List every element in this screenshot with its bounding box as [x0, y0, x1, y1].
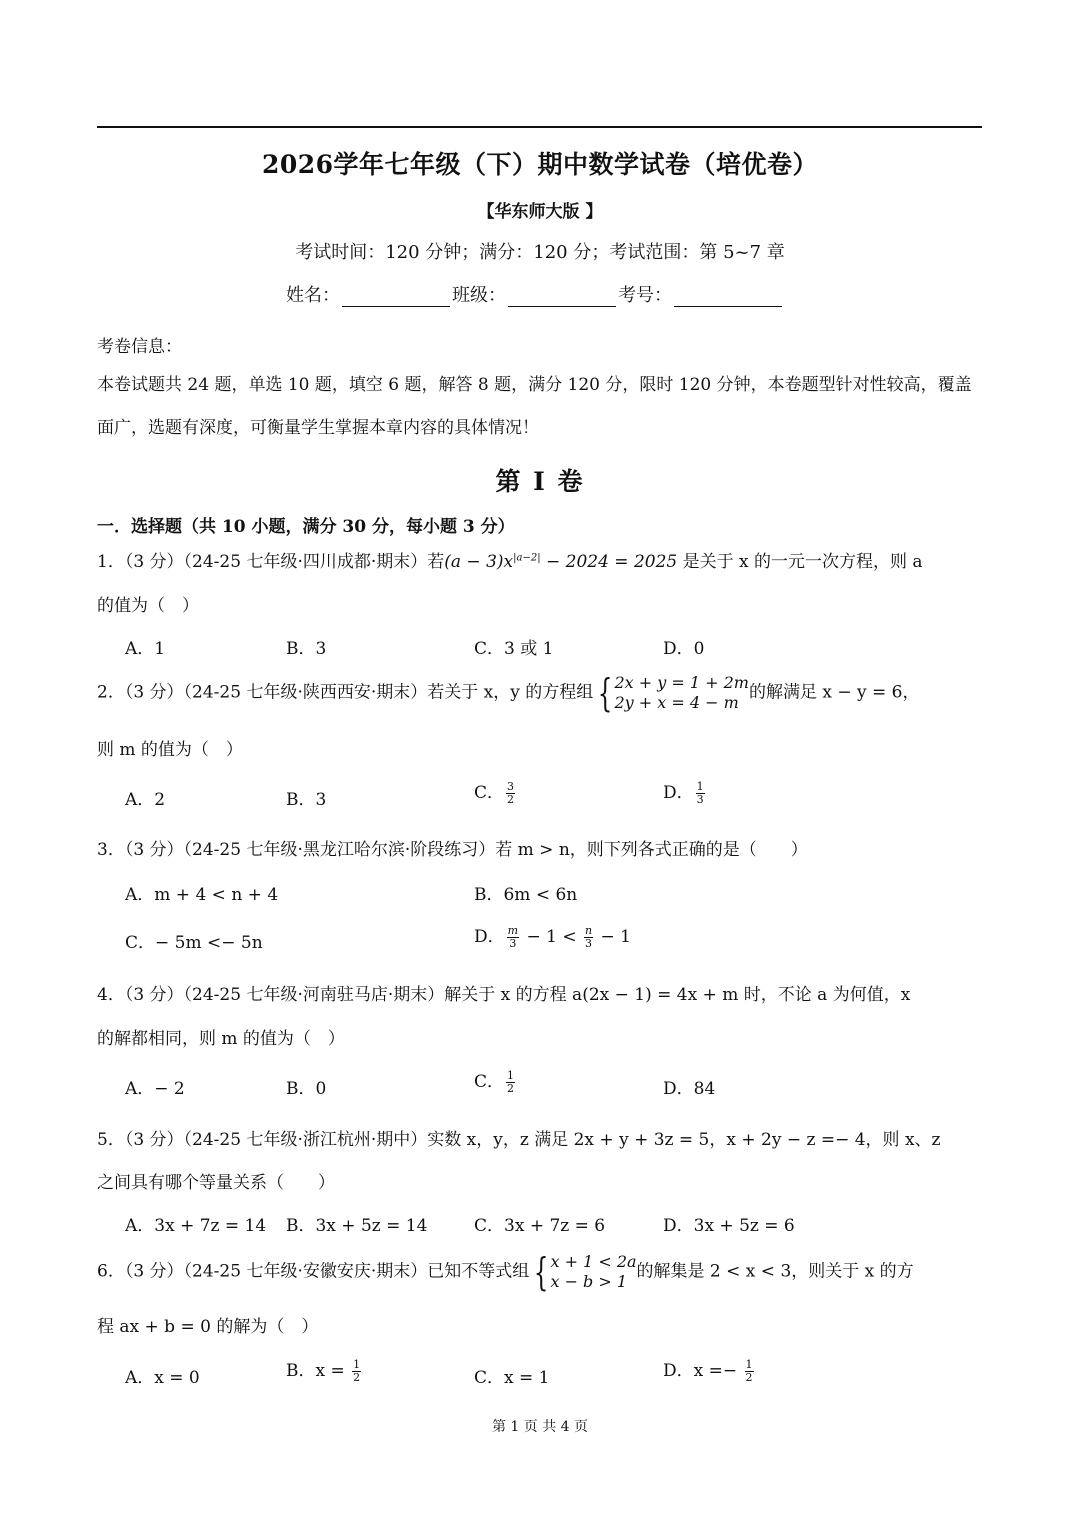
question-1-line-1: 1．（3 分）（24-25 七年级·四川成都·期末）若$(a - 3)x^{|a-2|} - 2024 = 2025$ 是关于 x 的一元一次方程，则 a [97, 552, 923, 572]
info-line-1: 本卷试题共 24 题，单选 10 题，填空 6 题，解答 8 题，满分 120 分，限时 120 分钟，本卷题型针对性较高，覆盖 [97, 375, 972, 395]
question-3-line-1: 3．（3 分）（24-25 七年级·黑龙江哈尔滨·阶段练习）若 m > n，则下列各式正确的是（ ） [97, 840, 808, 860]
q2-option-c[interactable]: C． $\frac{3}{2}$ [474, 780, 515, 806]
q1-option-c[interactable]: C．3 或 1 [474, 639, 554, 659]
number-label: 考号： [618, 285, 672, 306]
q3-option-b[interactable]: B．6m < 6n [474, 885, 578, 905]
q4-option-c[interactable]: C． $\frac{1}{2}$ [474, 1069, 515, 1095]
q6-option-b[interactable]: B．x = $\frac{1}{2}$ [286, 1358, 361, 1384]
question-2-line-1: 2．（3 分）（24-25 七年级·陕西西安·期末）若关于 x，y 的方程组 { 2x + y = 1 + 2m 2y + x = 4 − m 的解满足 x − y = 6， [97, 671, 920, 715]
header-rule [97, 126, 982, 128]
question-5-line-2: 之间具有哪个等量关系（ ） [97, 1173, 335, 1193]
exam-title: 2026学年七年级（下）期中数学试卷（培优卷） [261, 150, 819, 179]
question-4-line-2: 的解都相同，则 m 的值为（ ） [97, 1029, 345, 1049]
q1-option-d[interactable]: D．0 [663, 639, 705, 659]
name-label: 姓名： [286, 285, 340, 306]
q6-option-c[interactable]: C．x = 1 [474, 1368, 550, 1388]
question-6-line-2: 程 ax + b = 0 的解为（ ） [97, 1317, 319, 1337]
page-footer: 第 1 页 共 4 页 [491, 1419, 589, 1435]
q6-option-d[interactable]: D．x =− $\frac{1}{2}$ [663, 1358, 753, 1384]
q4-option-a[interactable]: A．− 2 [125, 1079, 185, 1099]
edition-label: 【华东师大版 】 [477, 202, 603, 222]
part-title: 一．选择题（共 10 小题，满分 30 分，每小题 3 分） [97, 517, 515, 537]
q5-option-c[interactable]: C．3x + 7z = 6 [474, 1216, 606, 1236]
q3-option-d[interactable]: D． $\frac{m}{3}$ − 1 < $\frac{n}{3}$ − 1 [474, 924, 631, 950]
q4-option-b[interactable]: B．0 [286, 1079, 327, 1099]
info-line-2: 面广，选题有深度，可衡量学生掌握本章内容的具体情况！ [97, 418, 539, 438]
student-fields [286, 281, 784, 307]
q2-option-b[interactable]: B．3 [286, 790, 327, 810]
question-4-line-1: 4．（3 分）（24-25 七年级·河南驻马店·期末）解关于 x 的方程 a(2x − 1) = 4x + m 时，不论 a 为何值，x [97, 985, 911, 1005]
equation-system: { 2x + y = 1 + 2m 2y + x = 4 − m [598, 671, 749, 715]
question-5-line-1: 5．（3 分）（24-25 七年级·浙江杭州·期中）实数 x，y，z 满足 2x + y + 3z = 5，x + 2y − z =− 4，则 x、z [97, 1130, 941, 1150]
class-blank[interactable] [508, 286, 616, 307]
q3-option-a[interactable]: A．m + 4 < n + 4 [125, 885, 279, 905]
q1-option-a[interactable]: A．1 [125, 639, 166, 659]
q1-option-b[interactable]: B．3 [286, 639, 327, 659]
q2-option-d[interactable]: D． $\frac{1}{3}$ [663, 780, 704, 806]
q6-option-a[interactable]: A．x = 0 [125, 1368, 200, 1388]
question-2-line-2: 则 m 的值为（ ） [97, 740, 243, 760]
q2-option-a[interactable]: A．2 [125, 790, 166, 810]
q4-option-d[interactable]: D．84 [663, 1079, 716, 1099]
question-1-line-2: 的值为（ ） [97, 596, 199, 616]
q5-option-d[interactable]: D．3x + 5z = 6 [663, 1216, 795, 1236]
number-blank[interactable] [674, 286, 782, 307]
inequality-system: { x + 1 < 2a x − b > 1 [534, 1250, 637, 1294]
q5-option-a[interactable]: A．3x + 7z = 14 [125, 1216, 267, 1236]
question-6-line-1: 6．（3 分）（24-25 七年级·安徽安庆·期末）已知不等式组 { x + 1 < 2a x − b > 1 的解集是 2 < x < 3，则关于 x 的方 [97, 1250, 914, 1294]
volume-title: 第 I 卷 [495, 467, 585, 496]
name-blank[interactable] [342, 286, 450, 307]
class-label: 班级： [452, 285, 506, 306]
exam-info: 考试时间：120 分钟；满分：120 分；考试范围：第 5~7 章 [295, 242, 785, 263]
info-label: 考卷信息： [97, 337, 182, 357]
q5-option-b[interactable]: B．3x + 5z = 14 [286, 1216, 428, 1236]
q3-option-c[interactable]: C．− 5m <− 5n [125, 933, 263, 953]
